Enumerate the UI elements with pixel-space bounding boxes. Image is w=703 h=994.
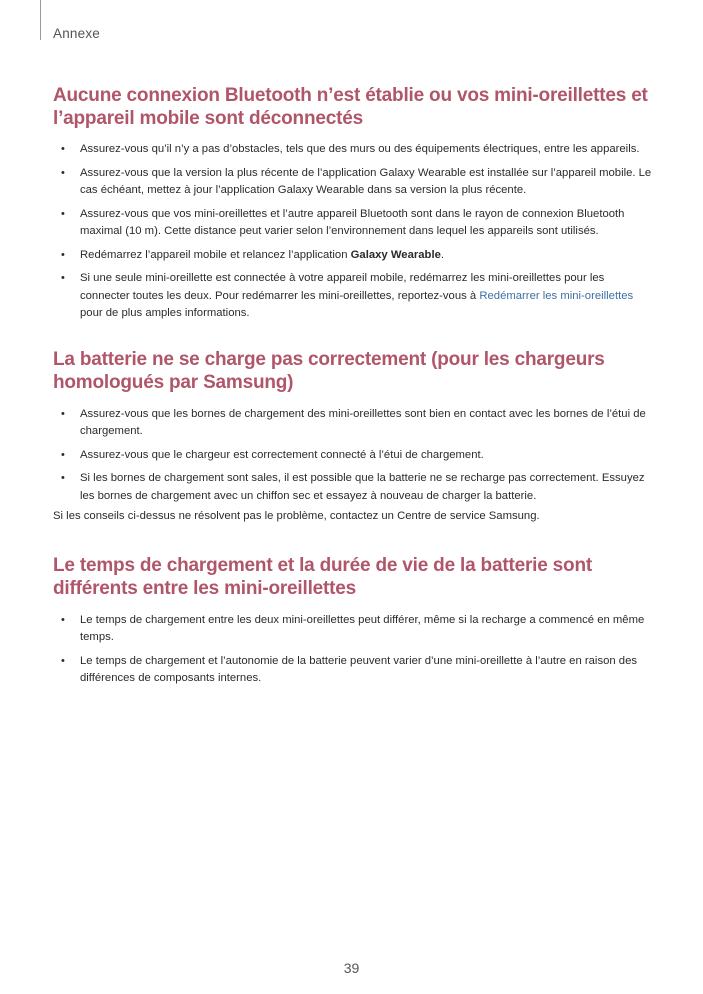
list-item: • Assurez-vous que la version la plus récente de l’application Galaxy Wearable est installée sur l’appareil mobile. Le cas échéant, mettez à jour l’application Galaxy Wearable dans sa version la plus récente.: [61, 166, 652, 196]
app-name: Galaxy Wearable: [350, 248, 441, 261]
section-title: Le temps de chargement et la durée de vie de la batterie sont différents entre les mini-oreillettes: [53, 554, 592, 599]
section-charging-time: [53, 554, 653, 688]
section-bluetooth: [53, 84, 653, 323]
bullet-list: [53, 406, 653, 506]
section-title: La batterie ne se charge pas correctement (pour les chargeurs homologués par Samsung): [53, 348, 605, 393]
list-item: • Si une seule mini-oreillette est connectée à votre appareil mobile, redémarrez les mini-oreillettes pour les connecter toutes les deux. Pour redémarrer les mini-oreillettes, reportez-vous à Redémarrer les mini-oreillettes pour de plus amples informations.: [61, 272, 634, 319]
restart-earbuds-link[interactable]: Redémarrer les mini-oreillettes: [479, 289, 634, 302]
list-item: • Assurez-vous qu’il n’y a pas d’obstacles, tels que des murs ou des équipements électriques, entre les appareils.: [61, 143, 640, 155]
list-item-text: Si les bornes de chargement sont sales, il est possible que la batterie ne se recharge pas correctement. Essuyez les bornes de chargement avec un chiffon sec et essayez à nouveau de charger la batterie.: [80, 472, 645, 502]
list-item-text: Le temps de chargement entre les deux mini-oreillettes peut différer, même si la recharge a commencé en même temps.: [80, 613, 645, 643]
page-number: 39: [343, 960, 360, 976]
list-item-text: Assurez-vous que vos mini-oreillettes et l’autre appareil Bluetooth sont dans le rayon de connexion Bluetooth maximal (10 m). Cette distance peut varier selon l’environnement dans lequel les appareils sont utilisés.: [80, 207, 625, 237]
list-item: • Redémarrez l’appareil mobile et relancez l’application Galaxy Wearable.: [61, 248, 445, 261]
list-item: • Le temps de chargement et l’autonomie de la batterie peuvent varier d’une mini-oreillette à l’autre en raison des différences de composants internes.: [61, 654, 638, 684]
list-item-text: Assurez-vous qu’il n’y a pas d’obstacles, tels que des murs ou des équipements électriques, entre les appareils.: [80, 143, 640, 155]
running-header: Annexe: [53, 26, 100, 41]
list-item-text: Assurez-vous que les bornes de chargement des mini-oreillettes sont bien en contact avec les bornes de l’étui de chargement.: [80, 407, 646, 437]
bullet-list: [53, 612, 653, 688]
margin-rule: [40, 0, 41, 40]
list-item-text: .: [440, 248, 445, 261]
section-title: Aucune connexion Bluetooth n’est établie ou vos mini-oreillettes et l’appareil mobile sont déconnectés: [53, 85, 648, 129]
support-note: Si les conseils ci-dessus ne résolvent pas le problème, contactez un Centre de service Samsung.: [53, 510, 540, 522]
list-item: • Assurez-vous que les bornes de chargement des mini-oreillettes sont bien en contact avec les bornes de l’étui de chargement.: [61, 407, 646, 437]
list-item: • Assurez-vous que le chargeur est correctement connecté à l’étui de chargement.: [61, 448, 484, 461]
list-item: • Assurez-vous que vos mini-oreillettes et l’autre appareil Bluetooth sont dans le rayon de connexion Bluetooth maximal (10 m). Cette distance peut varier selon l’environnement dans lequel les appareils sont utilisés.: [61, 207, 625, 237]
section-battery-charging: [53, 348, 653, 526]
page-content: [53, 84, 653, 694]
list-item-text: pour de plus amples informations.: [80, 307, 250, 319]
list-item-text: Assurez-vous que le chargeur est correctement connecté à l’étui de chargement.: [80, 448, 484, 461]
bullet-list: [53, 141, 653, 323]
list-item: • Si les bornes de chargement sont sales, il est possible que la batterie ne se recharge pas correctement. Essuyez les bornes de chargement avec un chiffon sec et essayez à nouveau de charger la batterie.: [61, 472, 645, 502]
list-item-text: Redémarrez l’appareil mobile et relancez l’application: [80, 248, 351, 261]
list-item: • Le temps de chargement entre les deux mini-oreillettes peut différer, même si la recharge a commencé en même temps.: [61, 613, 645, 643]
list-item-text: Si une seule mini-oreillette est connectée à votre appareil mobile, redémarrez les mini-oreillettes pour les connecter toutes les deux. Pour redémarrer les mini-oreillettes, reportez-vous à: [80, 272, 605, 302]
list-item-text: Le temps de chargement et l’autonomie de la batterie peuvent varier d’une mini-oreillette à l’autre en raison des différences de composants internes.: [80, 654, 638, 684]
list-item-text: Assurez-vous que la version la plus récente de l’application Galaxy Wearable est installée sur l’appareil mobile. Le cas échéant, mettez à jour l’application Galaxy Wearable dans sa version la plus récente.: [80, 166, 652, 196]
